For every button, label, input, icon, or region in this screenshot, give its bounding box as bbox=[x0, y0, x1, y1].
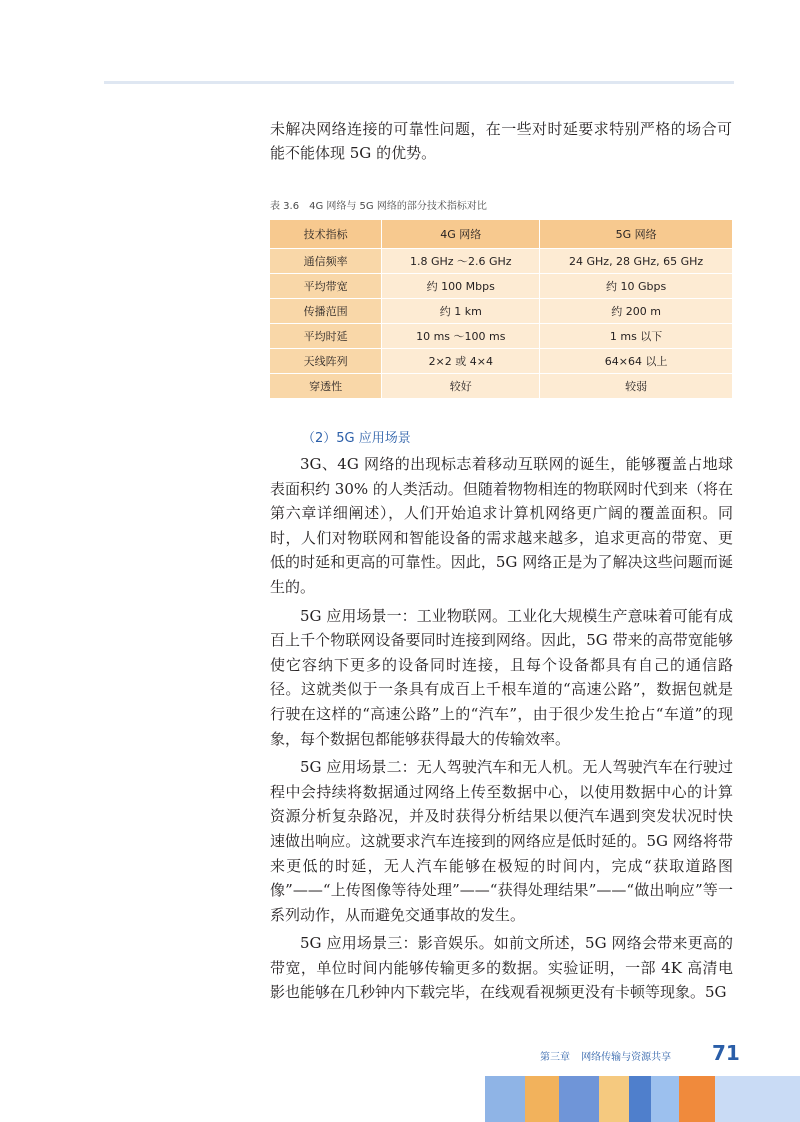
header-metric: 技术指标 bbox=[270, 220, 382, 249]
body-paragraph: 5G 应用场景二：无人驾驶汽车和无人机。无人驾驶汽车在行驶过程中会持续将数据通过网络上传至数据中心，以使用数据中心的计算资源分析复杂路况，并及时获得分析结果以便汽车遇到突发状况时快速做出响应。这就要求汽车连接到的网络应是低时延的。5G 网络将带来更低的时延，无人汽车能够在极短的时间内，完成“获取道路图像”——“上传图像等待处理”——“获得处理结果”——“做出响应”等一系列动作，从而避免交通事故的发生。 bbox=[270, 758, 733, 924]
band-stripe bbox=[559, 1076, 599, 1122]
body-paragraph: 3G、4G 网络的出现标志着移动互联网的诞生，能够覆盖占地球表面积约 30% 的人类活动。但随着物物相连的物联网时代到来（将在第六章详细阐述），人们开始追求计算机网络更广阔的覆盖面积。同时，人们对物联网和智能设备的需求越来越多，追求更高的带宽、更低的时延和更高的可靠性。因此，5G 网络正是为了解决这些问题而诞生的。 bbox=[270, 455, 733, 596]
body-paragraph: 5G 应用场景三：影音娱乐。如前文所述，5G 网络会带来更高的带宽，单位时间内能够传输更多的数据。实验证明，一部 4K 高清电影也能够在几秒钟内下载完毕，在线观看视频更没有卡顿等现象。5G bbox=[270, 934, 733, 1002]
band-stripe bbox=[485, 1076, 525, 1122]
band-stripe bbox=[715, 1076, 800, 1122]
cell-5g: 24 GHz, 28 GHz, 65 GHz bbox=[540, 249, 733, 274]
table-row bbox=[270, 374, 733, 399]
band-stripe bbox=[599, 1076, 629, 1122]
cell-4g: 1.8 GHz 〜2.6 GHz bbox=[382, 249, 540, 274]
cell-5g: 较弱 bbox=[540, 374, 733, 399]
cell-4g: 2×2 或 4×4 bbox=[382, 349, 540, 374]
table-row bbox=[270, 349, 733, 374]
cell-4g: 约 1 km bbox=[382, 299, 540, 324]
page-footer bbox=[540, 1048, 671, 1063]
footer-chapter: 第三章 bbox=[540, 1052, 570, 1063]
table-row bbox=[270, 299, 733, 324]
row-label: 传播范围 bbox=[270, 299, 382, 324]
header-4g: 4G 网络 bbox=[382, 220, 540, 249]
band-stripe bbox=[525, 1076, 559, 1122]
table-header-row bbox=[270, 220, 733, 249]
cell-5g: 64×64 以上 bbox=[540, 349, 733, 374]
table-caption: 表 3.6 4G 网络与 5G 网络的部分技术指标对比 bbox=[270, 201, 487, 212]
header-rule bbox=[104, 81, 734, 84]
row-label: 平均带宽 bbox=[270, 274, 382, 299]
cell-5g: 约 200 m bbox=[540, 299, 733, 324]
row-label: 通信频率 bbox=[270, 249, 382, 274]
intro-paragraph: 未解决网络连接的可靠性问题，在一些对时延要求特别严格的场合可能不能体现 5G 的优势。 bbox=[270, 120, 732, 162]
band-stripe bbox=[679, 1076, 715, 1122]
row-label: 穿透性 bbox=[270, 374, 382, 399]
band-stripe bbox=[651, 1076, 679, 1122]
band-stripe bbox=[629, 1076, 651, 1122]
page-number: 71 bbox=[712, 1041, 740, 1065]
decorative-color-band bbox=[485, 1076, 800, 1122]
cell-5g: 1 ms 以下 bbox=[540, 324, 733, 349]
table-row bbox=[270, 274, 733, 299]
cell-5g: 约 10 Gbps bbox=[540, 274, 733, 299]
footer-chapter-title: 网络传输与资源共享 bbox=[581, 1052, 672, 1063]
header-5g: 5G 网络 bbox=[540, 220, 733, 249]
body-text bbox=[270, 452, 733, 1009]
body-paragraph: 5G 应用场景一：工业物联网。工业化大规模生产意味着可能有成百上千个物联网设备要同时连接到网络。因此，5G 带来的高带宽能够使它容纳下更多的设备同时连接，且每个设备都具有自己的通信路径。这就类似于一条具有成百上千根车道的“高速公路”，数据包就是行驶在这样的“高速公路”上的“汽车”，由于很少发生抢占“车道”的现象，每个数据包都能够获得最大的传输效率。 bbox=[270, 606, 733, 748]
cell-4g: 约 100 Mbps bbox=[382, 274, 540, 299]
spec-comparison-table bbox=[270, 220, 733, 399]
table-row bbox=[270, 249, 733, 274]
cell-4g: 10 ms 〜100 ms bbox=[382, 324, 540, 349]
section-heading: （2）5G 应用场景 bbox=[302, 431, 411, 446]
cell-4g: 较好 bbox=[382, 374, 540, 399]
table-row bbox=[270, 324, 733, 349]
row-label: 天线阵列 bbox=[270, 349, 382, 374]
row-label: 平均时延 bbox=[270, 324, 382, 349]
